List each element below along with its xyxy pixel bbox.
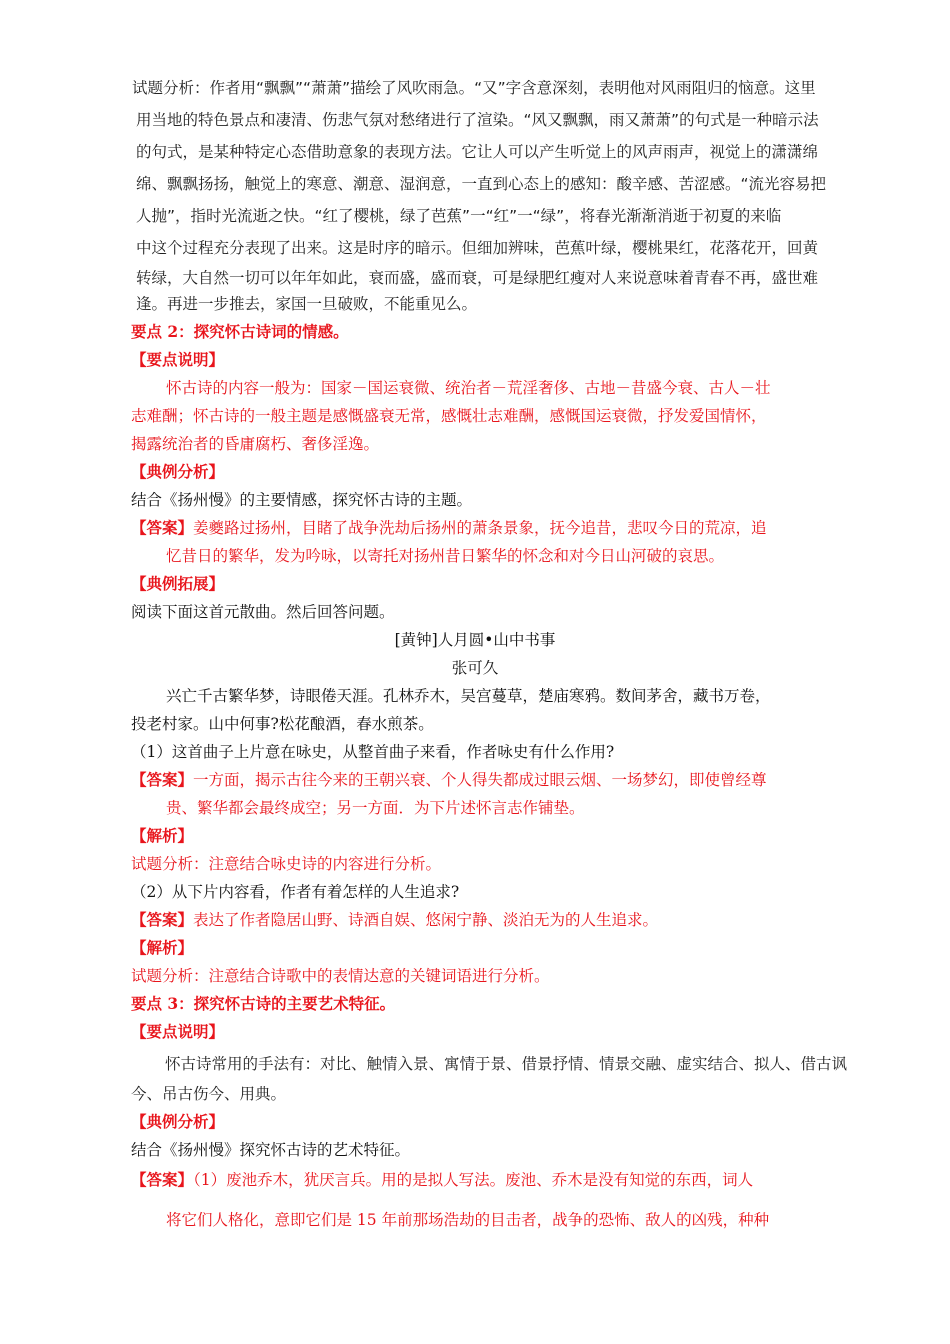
answer-text: 姜夔路过扬州，目睹了战争洗劫后扬州的萧条景象，抚今追昔，悲叹今日的荒凉，追 [193, 519, 767, 537]
question-1: （1）这首曲子上片意在咏史，从整首曲子来看，作者咏史有什么作用? [131, 743, 615, 761]
example-question: 结合《扬州慢》探究怀古诗的艺术特征。 [131, 1141, 411, 1159]
scan-line: 中这个过程充分表现了出来。这是时序的暗示。但细加辨味，芭蕉叶绿，樱桃果红，花落花开，回黄 [136, 239, 819, 257]
example-question: 结合《扬州慢》的主要情感，探究怀古诗的主题。 [131, 491, 473, 509]
explain-line: 怀古诗的内容一般为：国家－国运衰微、统治者－荒淫奢侈、古地－昔盛今衰、古人－壮 [166, 379, 771, 397]
question-2: （2）从下片内容看，作者有着怎样的人生追求? [131, 883, 460, 901]
scan-line: 今、吊古伤今、用典。 [131, 1085, 287, 1103]
answer-text: （1）废池乔木，犹厌言兵。用的是拟人写法。废池、乔木是没有知觉的东西，词人 [193, 1171, 754, 1189]
section-heading-point-3: 要点 3：探究怀古诗的主要艺术特征。 [131, 994, 396, 1013]
answer-label: 【答案】 [131, 1170, 194, 1189]
answer-line: 贵、繁华都会最终成空；另一方面．为下片述怀言志作铺垫。 [166, 799, 585, 817]
explain-line: 揭露统治者的昏庸腐朽、奢侈淫逸。 [131, 435, 380, 453]
scan-line: 用当地的特色景点和凄清、伤悲气氛对愁绪进行了渲染。“风又飘飘，雨又萧萧”的句式是一种暗示法 [136, 111, 819, 129]
scan-line: 转绿，大自然一切可以年年如此，衰而盛，盛而衰，可是绿肥红瘦对人来说意味着青春不再，盛世难 [136, 269, 819, 287]
analysis-text: 试题分析：注意结合咏史诗的内容进行分析。 [131, 855, 442, 873]
analysis-text: 试题分析：注意结合诗歌中的表情达意的关键词语进行分析。 [131, 967, 550, 985]
section-heading-point-2: 要点 2：探究怀古诗词的情感。 [131, 322, 349, 341]
poem-line: 兴亡千古繁华梦，诗眼倦天涯。孔林乔木，吴宫蔓草，楚庙寒鸦。数间茅舍，藏书万卷， [166, 687, 771, 705]
scan-line: 试题分析：作者用“飘飘”“萧萧”描绘了风吹雨急。“又”字含意深刻，表明他对风雨阻归的恼意。这里 [132, 79, 816, 97]
label-key-point-explanation: 【要点说明】 [131, 1022, 225, 1041]
poem-title: [黄钟]人月圆•山中书事 [394, 631, 556, 649]
poem-author: 张可久 [451, 659, 499, 677]
answer-text: 表达了作者隐居山野、诗酒自娱、悠闲宁静、淡泊无为的人生追求。 [193, 911, 659, 929]
answer-label: 【答案】 [131, 910, 194, 929]
scan-line: 人抛”，指时光流逝之快。“红了樱桃，绿了芭蕉”一“红”一“绿”，将春光渐渐消逝于初夏的来临 [136, 207, 782, 225]
scan-line: 怀古诗常用的手法有：对比、触情入景、寓情于景、借景抒情、情景交融、虚实结合、拟人、借古讽 [165, 1055, 848, 1073]
explain-line: 志难酬；怀古诗的一般主题是感慨盛衰无常，感慨壮志难酬，感慨国运衰微，抒发爱国情怀， [131, 407, 767, 425]
label-example-analysis: 【典例分析】 [131, 1112, 225, 1131]
scan-line: 绵、飘飘扬扬，触觉上的寒意、潮意、湿润意，一直到心态上的感知：酸辛感、苦涩感。“流光容易把 [136, 175, 827, 193]
answer-line [131, 516, 767, 538]
answer-line: 将它们人格化，意即它们是 15 年前那场浩劫的目击者，战争的恐怖、敌人的凶残，种种 [166, 1211, 770, 1229]
extension-intro: 阅读下面这首元散曲。然后回答问题。 [131, 603, 395, 621]
answer-line [131, 1168, 753, 1190]
answer-line [131, 908, 658, 930]
poem-line: 投老村家。山中何事?松花酿酒，春水煎茶。 [131, 715, 434, 733]
label-analysis: 【解析】 [131, 938, 194, 957]
label-analysis: 【解析】 [131, 826, 194, 845]
answer-label: 【答案】 [131, 770, 194, 789]
answer-line: 忆昔日的繁华，发为吟咏，以寄托对扬州昔日繁华的怀念和对今日山河破的哀思。 [166, 547, 725, 565]
answer-label: 【答案】 [131, 518, 194, 537]
answer-text: 一方面，揭示古往今来的王朝兴衰、个人得失都成过眼云烟、一场梦幻，即使曾经尊 [193, 771, 767, 789]
scan-line: 的句式，是某种特定心态借助意象的表现方法。它让人可以产生听觉上的风声雨声，视觉上的潇潇绵 [136, 143, 819, 161]
label-example-extension: 【典例拓展】 [131, 574, 225, 593]
answer-line [131, 768, 767, 790]
label-example-analysis: 【典例分析】 [131, 462, 225, 481]
label-key-point-explanation: 【要点说明】 [131, 350, 225, 369]
scan-line: 逢。再进一步推去，家国一旦破败，不能重见么。 [136, 295, 478, 313]
